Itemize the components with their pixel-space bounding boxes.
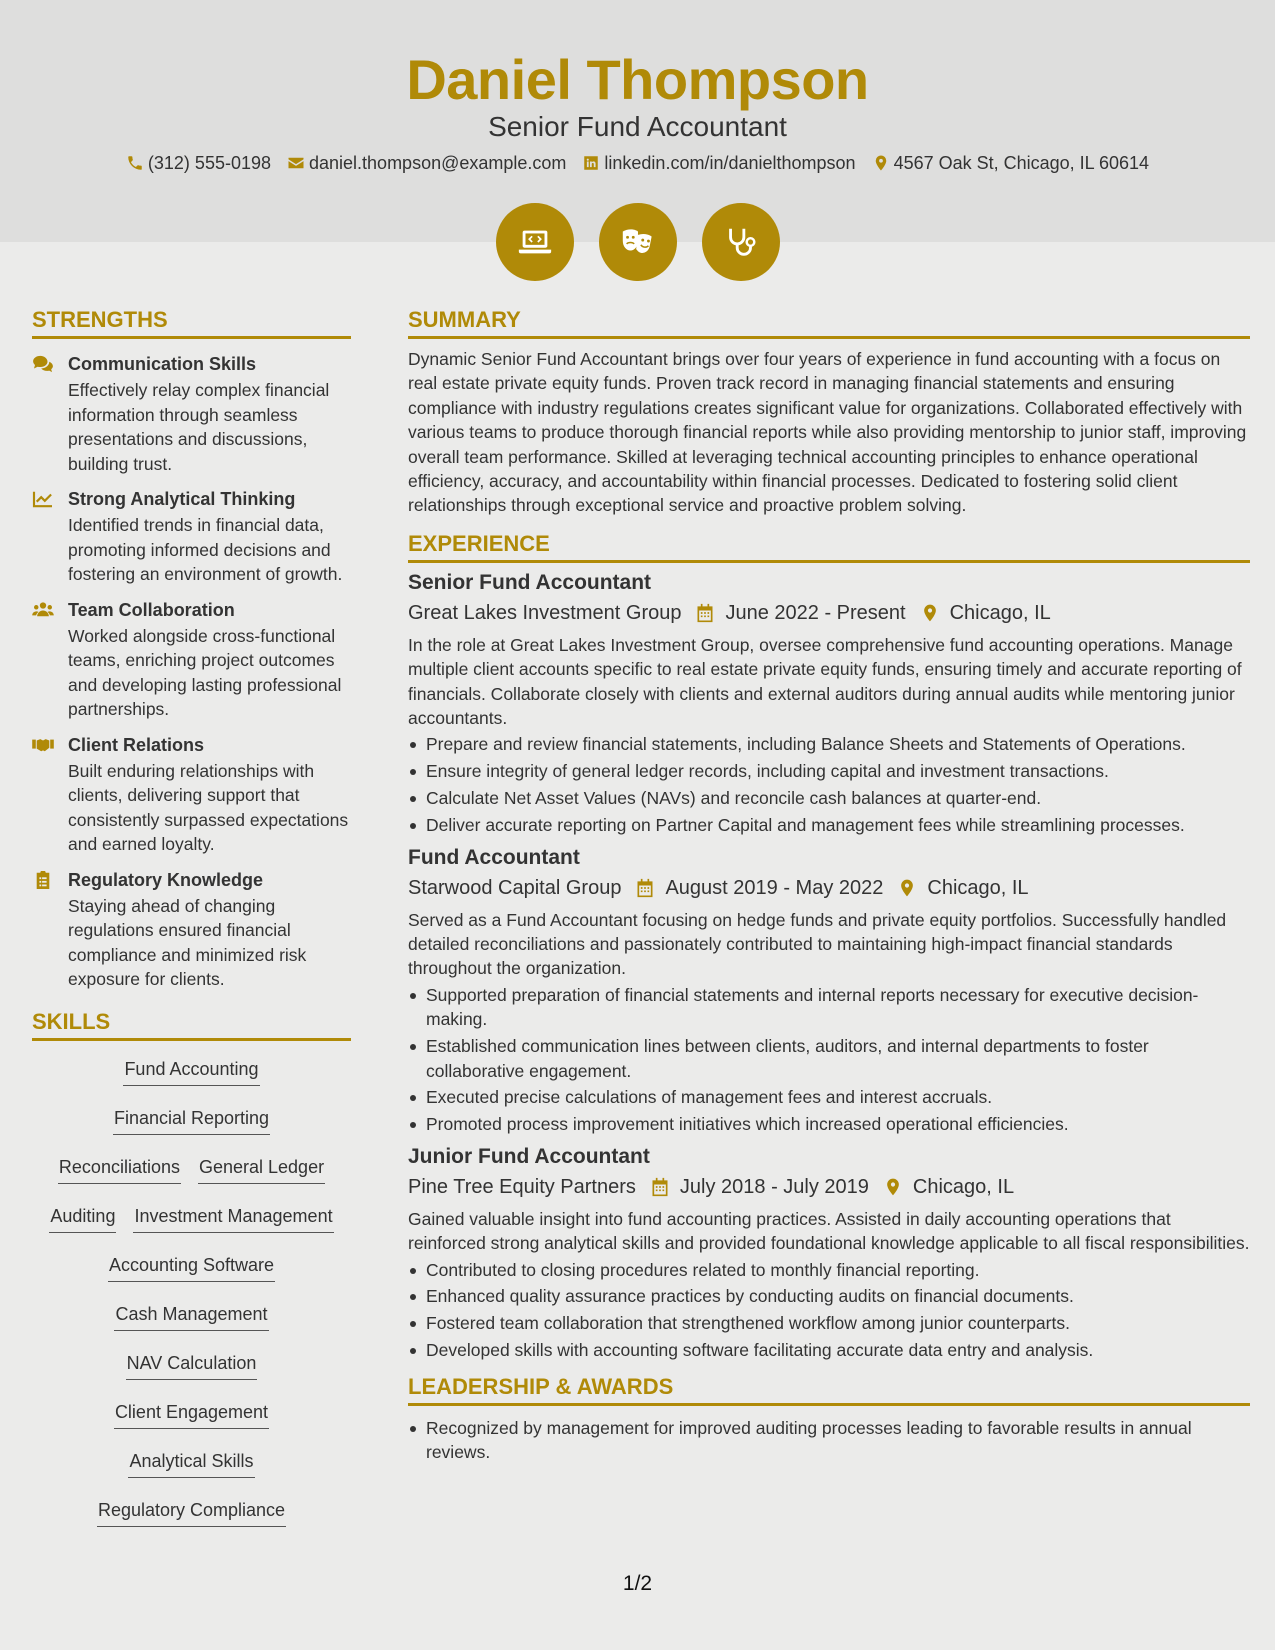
bullet-item: Executed precise calculations of management fees and interest accruals. bbox=[408, 1085, 1250, 1109]
job-description: Gained valuable insight into fund accounting practices. Assisted in daily accounting operations that reinforced strong analytical skills and provided foundational knowledge applicable to all fiscal responsibilities. bbox=[408, 1208, 1250, 1254]
candidate-title: Senior Fund Accountant bbox=[488, 111, 787, 142]
linkedin-text: linkedin.com/in/danielthompson bbox=[604, 153, 856, 173]
strength-item bbox=[32, 488, 351, 587]
phone-text: (312) 555-0198 bbox=[147, 153, 271, 173]
linkedin-icon bbox=[582, 154, 600, 172]
bullet-item: Ensure integrity of general ledger records, including capital and investment transactions. bbox=[408, 759, 1250, 783]
map-marker-icon bbox=[897, 878, 917, 898]
job-location: Chicago, IL bbox=[927, 876, 1029, 899]
strength-title: Team Collaboration bbox=[68, 599, 235, 620]
contact-bar bbox=[0, 151, 1275, 175]
skills-heading: SKILLS bbox=[32, 1008, 351, 1041]
skill-tag: Financial Reporting bbox=[113, 1106, 270, 1135]
map-marker-icon bbox=[872, 154, 890, 172]
summary-text: Dynamic Senior Fund Accountant brings over four years of experience in fund accounting with a focus on real estate private equity funds. Proven track record in managing financial statements and ensuring compliance with industry regulations creates significant value for organizations. Collaborated effectively with various teams to produce thorough financial reports while also providing mentorship to junior staff, improving overall team performance. Skilled at leveraging technical accounting principles to enhance operational efficiency, accuracy, and accountability within financial processes. Dedicated to fostering solid client relationships through exceptional service and proactive problem solving. bbox=[408, 349, 1247, 516]
job-dates: August 2019 - May 2022 bbox=[665, 876, 884, 899]
job-bullets bbox=[408, 1258, 1250, 1363]
experience-heading: EXPERIENCE bbox=[408, 530, 1250, 563]
job-entry bbox=[408, 1143, 1250, 1363]
skill-tag: Auditing bbox=[49, 1204, 116, 1233]
bullet-item: Developed skills with accounting software facilitating accurate data entry and analysis. bbox=[408, 1338, 1250, 1362]
summary-heading: SUMMARY bbox=[408, 306, 1250, 339]
bullet-item: Calculate Net Asset Values (NAVs) and reconcile cash balances at quarter-end. bbox=[408, 786, 1250, 810]
skill-tag: General Ledger bbox=[198, 1155, 325, 1184]
clipboard-list-icon bbox=[32, 871, 54, 889]
hobby-icons bbox=[0, 203, 1275, 281]
skill-tag: Reconciliations bbox=[58, 1155, 181, 1184]
strengths-heading: STRENGTHS bbox=[32, 306, 351, 339]
skill-tag: Fund Accounting bbox=[123, 1057, 259, 1086]
experience-section bbox=[408, 530, 1250, 1363]
bullet-item: Deliver accurate reporting on Partner Capital and management fees while streamlining processes. bbox=[408, 813, 1250, 837]
strength-title: Communication Skills bbox=[68, 354, 257, 374]
job-entry bbox=[408, 569, 1250, 838]
right-column bbox=[408, 306, 1250, 1467]
leadership-section bbox=[408, 1373, 1250, 1465]
skills-list bbox=[32, 1057, 351, 1527]
strengths-list bbox=[32, 353, 351, 992]
job-company: Starwood Capital Group bbox=[408, 876, 622, 899]
strength-text: Effectively relay complex financial information through seamless presentations and discussions, building trust. bbox=[68, 380, 330, 474]
contact-linkedin[interactable] bbox=[582, 151, 855, 175]
job-description: Served as a Fund Accountant focusing on hedge funds and private equity portfolios. Successfully handled detailed reconciliations and passionately contributed to maintaining high-impact financial standards throughout the organization. bbox=[408, 909, 1227, 979]
bullet-item: Contributed to closing procedures related to monthly financial reporting. bbox=[408, 1258, 1250, 1282]
job-dates: July 2018 - July 2019 bbox=[679, 1175, 869, 1198]
contact-address bbox=[872, 151, 1150, 175]
skill-tag: NAV Calculation bbox=[126, 1351, 258, 1380]
job-meta bbox=[408, 1173, 1250, 1201]
skill-tag: Investment Management bbox=[133, 1204, 333, 1233]
leadership-heading: LEADERSHIP & AWARDS bbox=[408, 1373, 1250, 1406]
candidate-name: Daniel Thompson bbox=[406, 48, 869, 111]
handshake-icon bbox=[32, 736, 54, 754]
leadership-bullets bbox=[408, 1416, 1250, 1465]
map-marker-icon bbox=[920, 603, 940, 623]
job-location: Chicago, IL bbox=[912, 1175, 1015, 1198]
address-text: 4567 Oak St, Chicago, IL 60614 bbox=[893, 153, 1150, 173]
skills-section bbox=[32, 1008, 351, 1527]
skill-tag: Accounting Software bbox=[108, 1253, 275, 1282]
bullet-item: Enhanced quality assurance practices by conducting audits on financial documents. bbox=[408, 1284, 1250, 1308]
job-dates: June 2022 - Present bbox=[725, 601, 906, 624]
job-entry bbox=[408, 844, 1250, 1137]
strength-item bbox=[32, 734, 351, 857]
calendar-icon bbox=[695, 603, 715, 623]
job-meta bbox=[408, 874, 1250, 902]
strength-text: Built enduring relationships with clients, delivering support that consistently surpassed expectations and earned loyalty. bbox=[68, 760, 349, 854]
job-company: Pine Tree Equity Partners bbox=[408, 1175, 636, 1198]
left-column bbox=[32, 306, 351, 1527]
strength-title: Strong Analytical Thinking bbox=[68, 489, 296, 509]
strength-title: Client Relations bbox=[68, 734, 205, 755]
strength-title: Regulatory Knowledge bbox=[68, 869, 264, 890]
skill-tag: Analytical Skills bbox=[128, 1449, 254, 1478]
strength-text: Worked alongside cross-functional teams, enriching project outcomes and developing lasting professional partnerships. bbox=[68, 625, 342, 719]
strength-text: Staying ahead of changing regulations ensured financial compliance and minimized risk exposure for clients. bbox=[68, 895, 307, 989]
strength-item bbox=[32, 869, 351, 992]
contact-email[interactable] bbox=[287, 151, 566, 175]
job-title: Junior Fund Accountant bbox=[408, 1144, 650, 1168]
calendar-icon bbox=[635, 878, 655, 898]
job-bullets bbox=[408, 983, 1250, 1137]
bullet-item: Fostered team collaboration that strengthened workflow among junior counterparts. bbox=[408, 1311, 1250, 1335]
strength-text: Identified trends in financial data, promoting informed decisions and fostering an environment of growth. bbox=[68, 515, 343, 584]
skill-tag: Client Engagement bbox=[114, 1400, 269, 1429]
job-title: Fund Accountant bbox=[408, 845, 580, 869]
theater-masks-icon bbox=[599, 203, 677, 281]
email-text: daniel.thompson@example.com bbox=[309, 153, 567, 173]
bullet-item: Promoted process improvement initiatives which increased operational efficiencies. bbox=[408, 1112, 1250, 1136]
job-title: Senior Fund Accountant bbox=[408, 570, 652, 594]
bullet-item: Recognized by management for improved auditing processes leading to favorable results in annual reviews. bbox=[408, 1416, 1250, 1465]
job-meta bbox=[408, 599, 1250, 627]
bullet-item: Established communication lines between clients, auditors, and internal departments to foster collaborative engagement. bbox=[408, 1034, 1250, 1083]
users-icon bbox=[32, 601, 54, 619]
map-marker-icon bbox=[883, 1177, 903, 1197]
strength-item bbox=[32, 599, 351, 722]
page-number: 1/2 bbox=[622, 1572, 653, 1595]
contact-phone[interactable] bbox=[126, 151, 271, 175]
stethoscope-icon bbox=[702, 203, 780, 281]
job-company: Great Lakes Investment Group bbox=[408, 601, 682, 624]
skill-tag: Cash Management bbox=[114, 1302, 268, 1331]
calendar-icon bbox=[650, 1177, 670, 1197]
comments-icon bbox=[32, 355, 54, 373]
job-bullets bbox=[408, 732, 1250, 837]
job-description: In the role at Great Lakes Investment Group, oversee comprehensive fund accounting operations. Manage multiple client accounts specific to real estate private equity funds, ensuring timely and accurate reporting of financials. Collaborate closely with clients and external auditors during annual audits while mentoring junior accountants. bbox=[408, 634, 1242, 729]
envelope-icon bbox=[287, 154, 305, 172]
bullet-item: Supported preparation of financial statements and internal reports necessary for executive decision-making. bbox=[408, 983, 1250, 1032]
job-location: Chicago, IL bbox=[949, 601, 1051, 624]
strength-item bbox=[32, 353, 351, 476]
phone-icon bbox=[126, 154, 144, 172]
chart-line-icon bbox=[32, 490, 54, 508]
laptop-code-icon bbox=[496, 203, 574, 281]
bullet-item: Prepare and review financial statements, including Balance Sheets and Statements of Operations. bbox=[408, 732, 1250, 756]
skill-tag: Regulatory Compliance bbox=[97, 1498, 286, 1527]
